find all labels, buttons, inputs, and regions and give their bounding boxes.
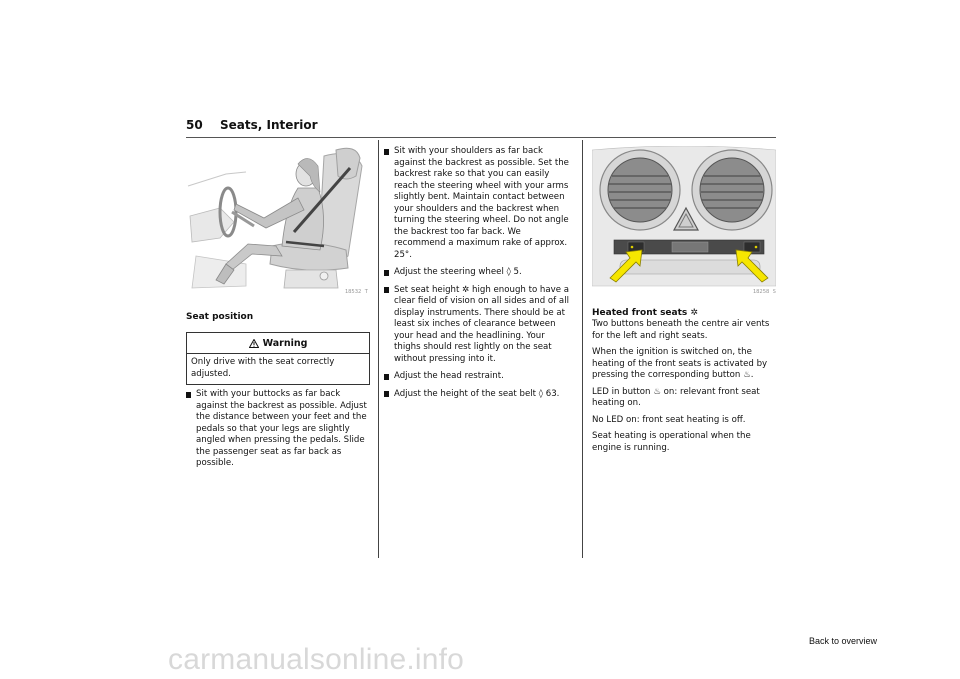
- figure-code: 18532 T: [344, 289, 368, 295]
- warning-title: Warning: [262, 337, 308, 349]
- paragraph: LED in button ♨ on: relevant front seat heating on.: [592, 386, 760, 408]
- warning-box: [186, 332, 370, 385]
- warning-triangle-icon: [249, 339, 259, 348]
- seat-position-figure: [186, 146, 370, 296]
- bullet-item: Sit with your buttocks as far back against the backrest as possible. Adjust the distance between your feet and the pedals so that your legs are slightly angled when pressing the pedals. Slide the passenger seat as far back as possible.: [186, 389, 370, 470]
- back-to-overview-link[interactable]: Back to overview: [809, 636, 878, 646]
- paragraph: No LED on: front seat heating is off.: [592, 414, 746, 425]
- section-title: Seats, Interior: [220, 118, 318, 132]
- column-left: [186, 146, 370, 470]
- page-header: [186, 116, 776, 138]
- paragraph: Two buttons beneath the centre air vents for the left and right seats.: [592, 319, 770, 341]
- column-divider: [378, 140, 379, 558]
- dashboard-vents-illustration: [592, 146, 776, 296]
- section-heading: Heated front seats ✲: [592, 308, 698, 318]
- seat-position-illustration: [186, 146, 370, 296]
- column-divider: [582, 140, 583, 558]
- warning-header: [187, 333, 369, 354]
- paragraph: When the ignition is switched on, the heating of the front seats is activated by pressing the corresponding button ♨.: [592, 347, 768, 380]
- bullet-item: Sit with your shoulders as far back against the backrest as possible. Set the backrest rake so that you can easily reach the steering wheel with your arms slightly bent. Maintain contact between your shoulders and the backrest when turning the steering wheel. Do not angle the backrest too far back. We recommend a maximum rake of approx. 25°.: [384, 146, 574, 261]
- figure-code: 18258 S: [752, 289, 776, 295]
- bullet-item: Set seat height ✲ high enough to have a clear field of vision on all sides and of all display instruments. There should be at least six inches of clearance between your head and the headlining. Your thighs should rest lightly on the seat without pressing into it.: [384, 285, 574, 366]
- paragraph: Seat heating is operational when the engine is running.: [592, 431, 751, 453]
- column-middle: [384, 146, 574, 400]
- bullet-item: Adjust the height of the seat belt ◊ 63.: [384, 389, 574, 401]
- watermark: carmanualsonline.info: [168, 643, 465, 676]
- warning-text: Only drive with the seat correctly adjusted.: [191, 357, 335, 379]
- bullet-item: Adjust the steering wheel ◊ 5.: [384, 267, 574, 279]
- column-right: [592, 146, 778, 454]
- bullet-item: Adjust the head restraint.: [384, 371, 574, 383]
- page-number: 50: [186, 118, 203, 132]
- figure-caption: Seat position: [186, 312, 254, 322]
- heated-seat-buttons-figure: [592, 146, 778, 296]
